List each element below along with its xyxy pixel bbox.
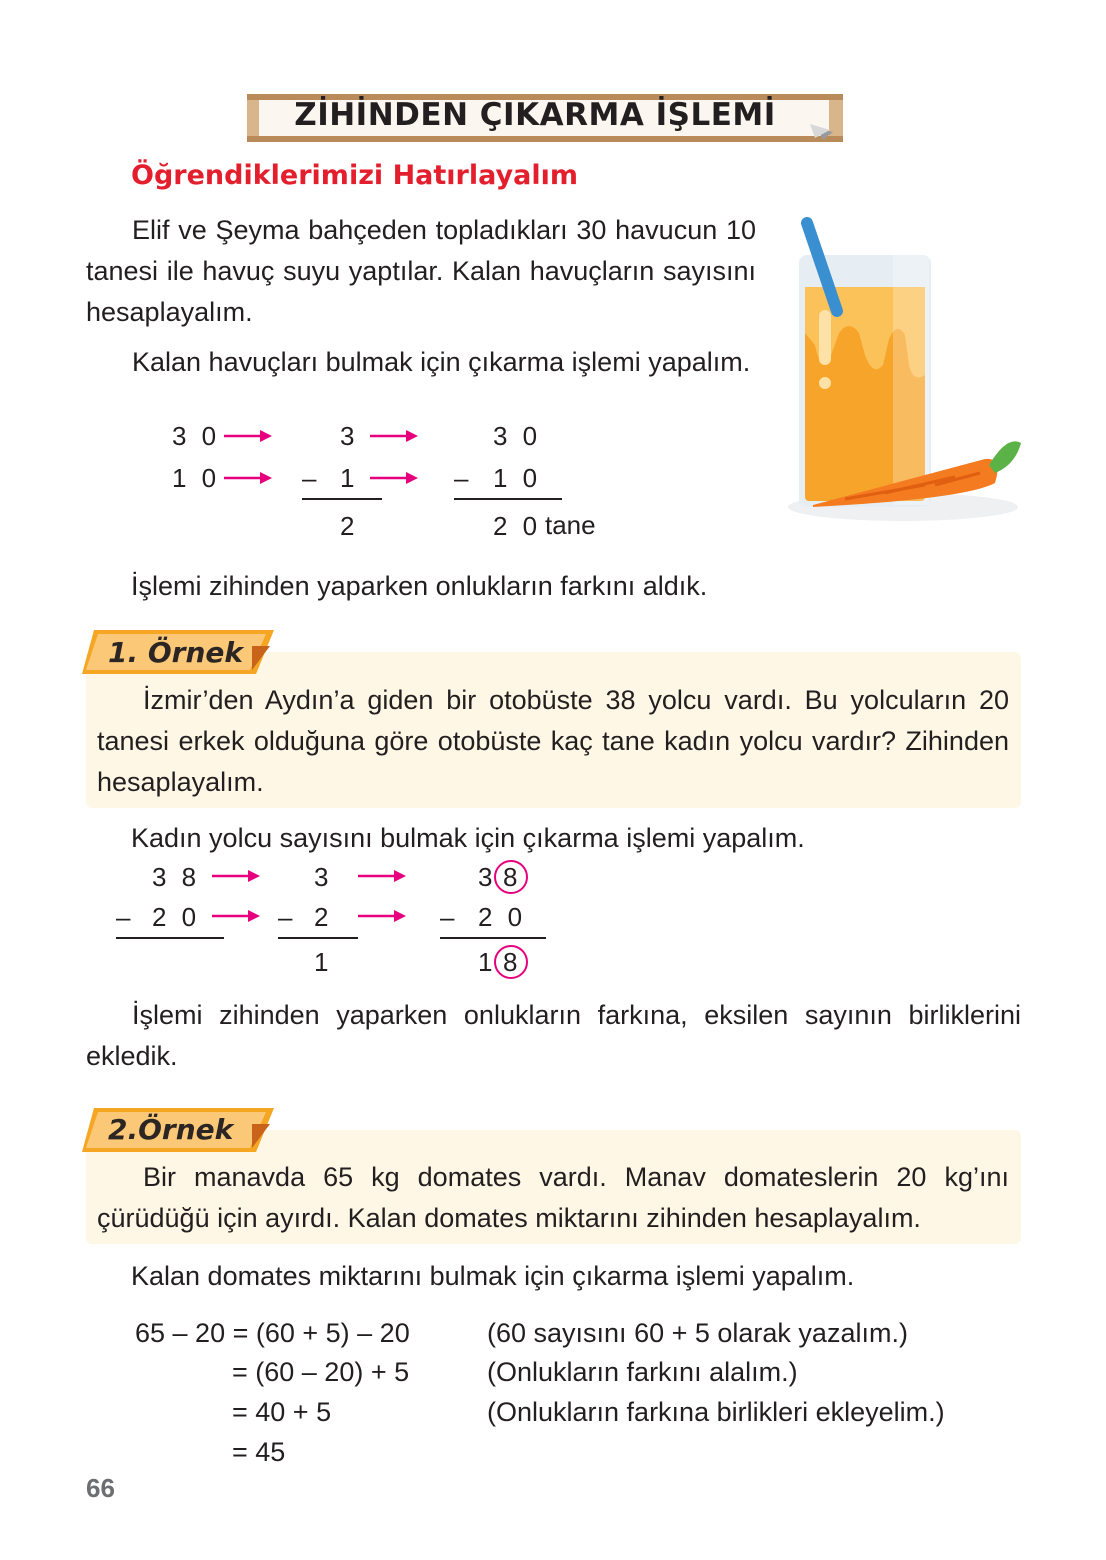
example2-problem: Bir manavda 65 kg domates vardı. Manav domateslerin 20 kg’ını çürüdüğü için ayırdı. Kalan domates miktarını zihinden hesaplayalım. — [97, 1162, 1009, 1233]
intro-calc-r2: 2 — [340, 511, 359, 541]
minus-sign: – — [302, 463, 321, 493]
ex1-calc-b1: 2 0 — [152, 902, 201, 932]
intro-calc-a2: 3 — [340, 421, 359, 451]
arrow-icon — [212, 869, 262, 883]
arrow-icon — [370, 429, 420, 443]
step-comment: (60 sayısını 60 + 5 olarak yazalım.) — [487, 1318, 908, 1348]
ex1-calc-r2: 1 — [314, 947, 333, 977]
minus-sign: – — [454, 463, 473, 493]
intro-calc-b1: 1 0 — [172, 463, 221, 493]
ex1-calc-r3-ones: 8 — [503, 947, 522, 977]
step-comment: (Onlukların farkına birlikleri ekleyelim.) — [487, 1397, 945, 1427]
result-line — [454, 498, 562, 500]
arrow-icon — [370, 471, 420, 485]
step-expression: 65 – 20 = (60 + 5) – 20 — [135, 1318, 410, 1348]
ex1-calc-a2: 3 — [314, 862, 333, 892]
arrow-icon — [224, 471, 274, 485]
result-line — [440, 937, 546, 939]
step-expression: = (60 – 20) + 5 — [232, 1357, 410, 1387]
intro-calc-b3: 1 0 — [493, 463, 542, 493]
page-number: 66 — [86, 1473, 115, 1503]
intro-paragraph: Elif ve Şeyma bahçeden topladıkları 30 havucun 10 tanesi ile havuç suyu yaptılar. Kalan havuçların sayısını hesaplayalım. — [86, 215, 756, 327]
ex1-calc-a3-ones: 8 — [503, 862, 522, 892]
example2-label: 2.Örnek — [108, 1113, 234, 1146]
minus-sign: – — [116, 902, 135, 932]
result-line — [278, 937, 358, 939]
example1-problem: İzmir’den Aydın’a giden bir otobüste 38 yolcu vardı. Bu yolcuların 20 tanesi erkek olduğuna göre otobüste kaç tane kadın yolcu vardır? Zihinden hesaplayalım. — [97, 685, 1009, 797]
minus-sign: – — [440, 902, 459, 932]
arrow-icon — [358, 909, 408, 923]
section-heading: Öğrendiklerimizi Hatırlayalım — [131, 160, 578, 191]
minus-sign: – — [278, 902, 297, 932]
intro-calc-a1: 3 0 — [172, 421, 221, 451]
ex1-calc-a3-tens: 3 — [478, 862, 497, 892]
intro-instruction: Kalan havuçları bulmak için çıkarma işlemi yapalım. — [132, 347, 751, 377]
example1-label: 1. Örnek — [108, 636, 244, 669]
page-title: ZİHİNDEN ÇIKARMA İŞLEMİ — [294, 97, 776, 133]
arrow-icon — [358, 869, 408, 883]
result-line — [302, 498, 382, 500]
intro-calc-a3: 3 0 — [493, 421, 542, 451]
ex1-calc-b3: 2 0 — [478, 902, 527, 932]
orange-juice-glass-illustration — [785, 215, 1045, 525]
intro-note: İşlemi zihinden yaparken onlukların farkını aldık. — [131, 571, 708, 601]
step-expression: = 40 + 5 — [232, 1397, 332, 1427]
intro-calc-unit: tane — [545, 510, 596, 540]
step-expression: = 45 — [232, 1437, 286, 1467]
arrow-icon — [212, 909, 262, 923]
step-comment: (Onlukların farkını alalım.) — [487, 1357, 798, 1387]
intro-calc-r3: 2 0 — [493, 511, 542, 541]
example1-note: İşlemi zihinden yaparken onlukların farkına, eksilen sayının birliklerini ekledik. — [86, 1000, 1021, 1071]
example1-instruction: Kadın yolcu sayısını bulmak için çıkarma işlemi yapalım. — [131, 823, 805, 853]
arrow-icon — [224, 429, 274, 443]
example2-instruction: Kalan domates miktarını bulmak için çıkarma işlemi yapalım. — [131, 1261, 855, 1291]
ex1-calc-r3-tens: 1 — [478, 947, 497, 977]
ex1-calc-b2: 2 — [314, 902, 333, 932]
intro-calc-b2: 1 — [340, 463, 359, 493]
ex1-calc-a1: 3 8 — [152, 862, 201, 892]
result-line — [116, 937, 224, 939]
